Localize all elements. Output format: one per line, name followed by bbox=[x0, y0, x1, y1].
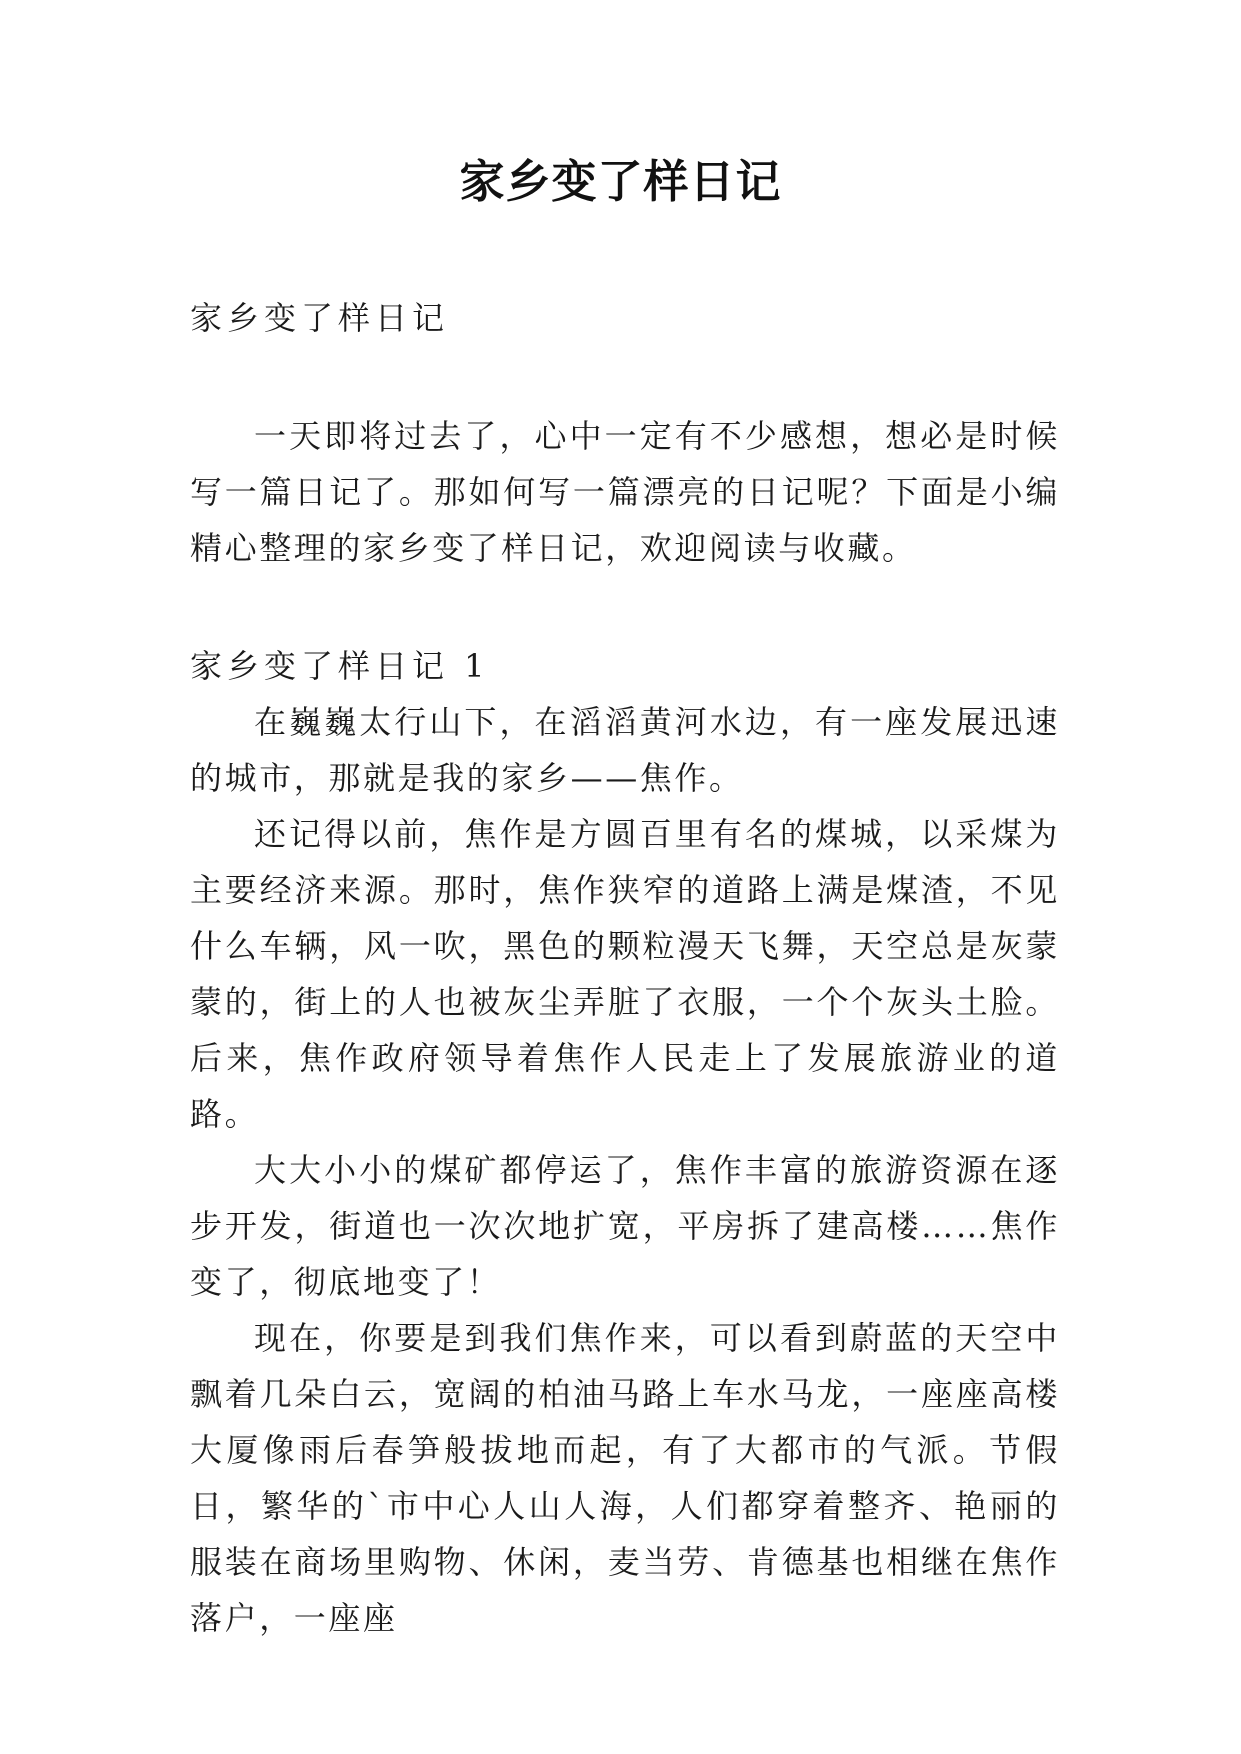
section-heading: 家乡变了样日记 1 bbox=[190, 647, 490, 685]
intro-paragraph: 一天即将过去了，心中一定有不少感想，想必是时候写一篇日记了。那如何写一篇漂亮的日记呢？下面是小编精心整理的家乡变了样日记，欢迎阅读与收藏。 bbox=[190, 417, 1060, 567]
paragraph-1: 在巍巍太行山下，在滔滔黄河水边，有一座发展迅速的城市，那就是我的家乡——焦作。 bbox=[190, 703, 1060, 797]
paragraph-3: 大大小小的煤矿都停运了，焦作丰富的旅游资源在逐步开发，街道也一次次地扩宽，平房拆了建高楼……焦作变了，彻底地变了！ bbox=[190, 1151, 1060, 1301]
document-title: 家乡变了样日记 bbox=[459, 155, 782, 208]
paragraph-2: 还记得以前，焦作是方圆百里有名的煤城，以采煤为主要经济来源。那时，焦作狭窄的道路上满是煤渣，不见什么车辆，风一吹，黑色的颗粒漫天飞舞，天空总是灰蒙蒙的，街上的人也被灰尘弄脏了衣服，一个个灰头土脸。后来，焦作政府领导着焦作人民走上了发展旅游业的道路。 bbox=[190, 815, 1060, 1133]
paragraph-4: 现在，你要是到我们焦作来，可以看到蔚蓝的天空中飘着几朵白云，宽阔的柏油马路上车水马龙，一座座高楼大厦像雨后春笋般拔地而起，有了大都市的气派。节假日，繁华的`市中心人山人海，人们都穿着整齐、艳丽的服装在商场里购物、休闲，麦当劳、肯德基也相继在焦作落户，一座座 bbox=[190, 1319, 1060, 1637]
document-subtitle: 家乡变了样日记 bbox=[190, 299, 450, 337]
article-body bbox=[190, 694, 1060, 1646]
